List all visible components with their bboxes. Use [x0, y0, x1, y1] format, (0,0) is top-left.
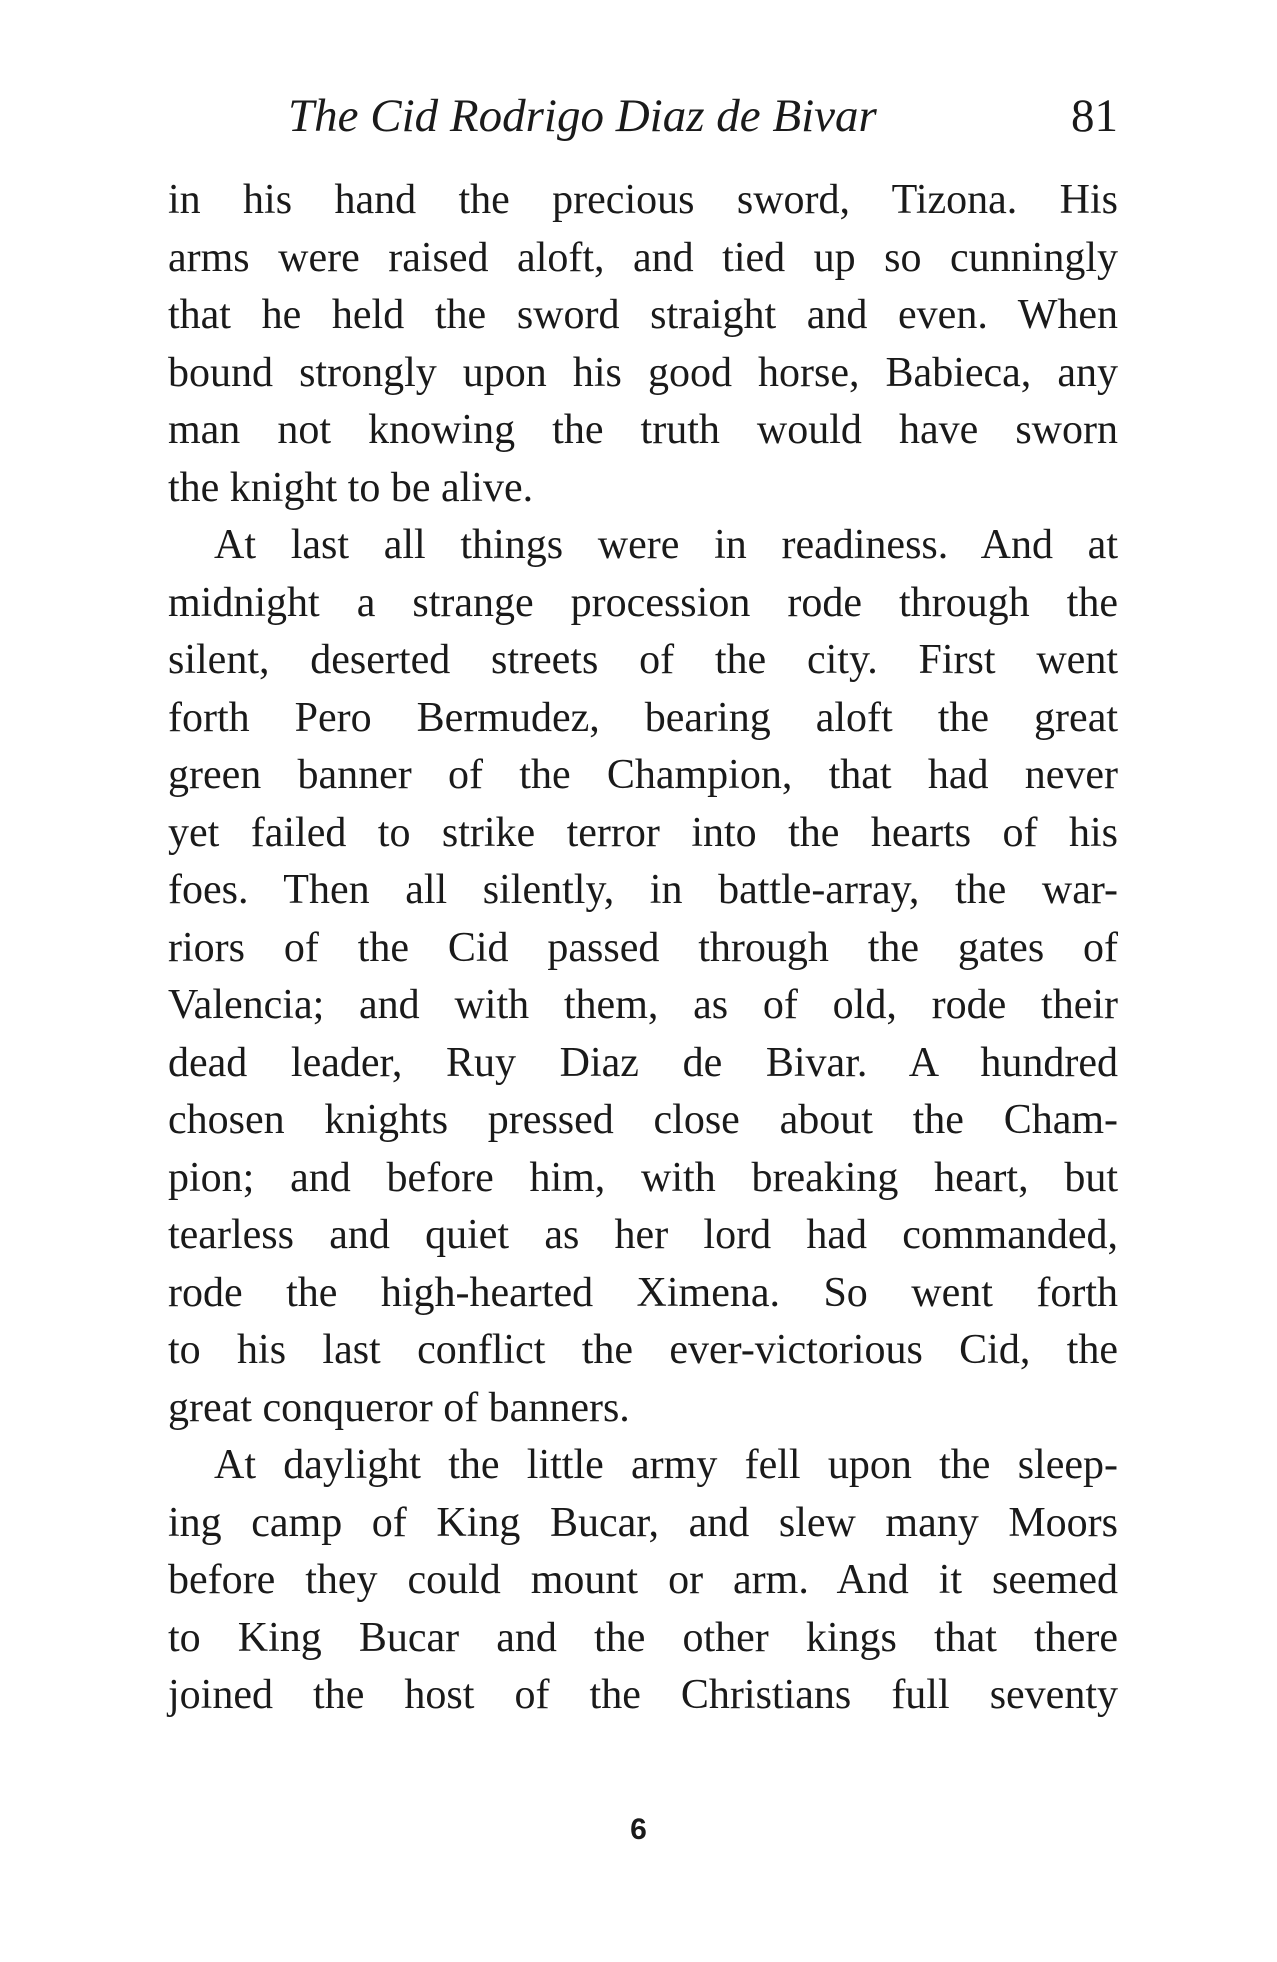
text-line: that he held the sword straight and even. When — [168, 292, 1118, 338]
paragraph-3 — [168, 1437, 1118, 1725]
text-line: before they could mount or arm. And it seemed — [168, 1557, 1118, 1603]
running-head — [288, 86, 1118, 146]
running-title: The Cid Rodrigo Diaz de Bivar — [288, 90, 877, 142]
text-line: At daylight the little army fell upon the sleep- — [214, 1442, 1118, 1488]
text-line: the knight to be alive. — [168, 464, 534, 511]
text-line: green banner of the Champion, that had never — [168, 752, 1118, 798]
text-line: foes. Then all silently, in battle-array, the war- — [168, 867, 1118, 913]
text-line: great conqueror of banners. — [168, 1384, 630, 1431]
text-line: chosen knights pressed close about the Cham- — [168, 1097, 1118, 1143]
body-text — [168, 172, 1118, 1725]
text-line: Valencia; and with them, as of old, rode their — [168, 982, 1118, 1028]
text-line: rode the high-hearted Ximena. So went forth — [168, 1269, 1118, 1316]
text-line: joined the host of the Christians full seventy — [168, 1672, 1118, 1718]
paragraph-1 — [168, 172, 1118, 517]
text-line: ing camp of King Bucar, and slew many Moors — [168, 1499, 1118, 1546]
text-line: At last all things were in readiness. And at — [214, 522, 1118, 568]
text-line: to his last conflict the ever-victorious Cid, the — [168, 1327, 1118, 1373]
text-line: forth Pero Bermudez, bearing aloft the great — [168, 694, 1118, 741]
text-line: midnight a strange procession rode through the — [168, 579, 1118, 626]
text-line: arms were raised aloft, and tied up so cunningly — [168, 234, 1118, 281]
text-line: to King Bucar and the other kings that there — [168, 1614, 1118, 1661]
text-line: dead leader, Ruy Diaz de Bivar. A hundred — [168, 1039, 1118, 1086]
page-number: 81 — [1071, 90, 1118, 142]
text-line: tearless and quiet as her lord had commanded, — [168, 1212, 1118, 1258]
text-line: in his hand the precious sword, Tizona. His — [168, 177, 1118, 223]
text-line: man not knowing the truth would have sworn — [168, 407, 1118, 453]
text-line: yet failed to strike terror into the hearts of his — [168, 809, 1118, 856]
text-line: silent, deserted streets of the city. First went — [168, 637, 1118, 683]
text-line: bound strongly upon his good horse, Babieca, any — [168, 349, 1118, 396]
signature-mark: 6 — [630, 1813, 647, 1846]
text-line: pion; and before him, with breaking heart, but — [168, 1154, 1118, 1201]
text-line: riors of the Cid passed through the gates of — [168, 924, 1118, 971]
paragraph-2 — [168, 517, 1118, 1437]
